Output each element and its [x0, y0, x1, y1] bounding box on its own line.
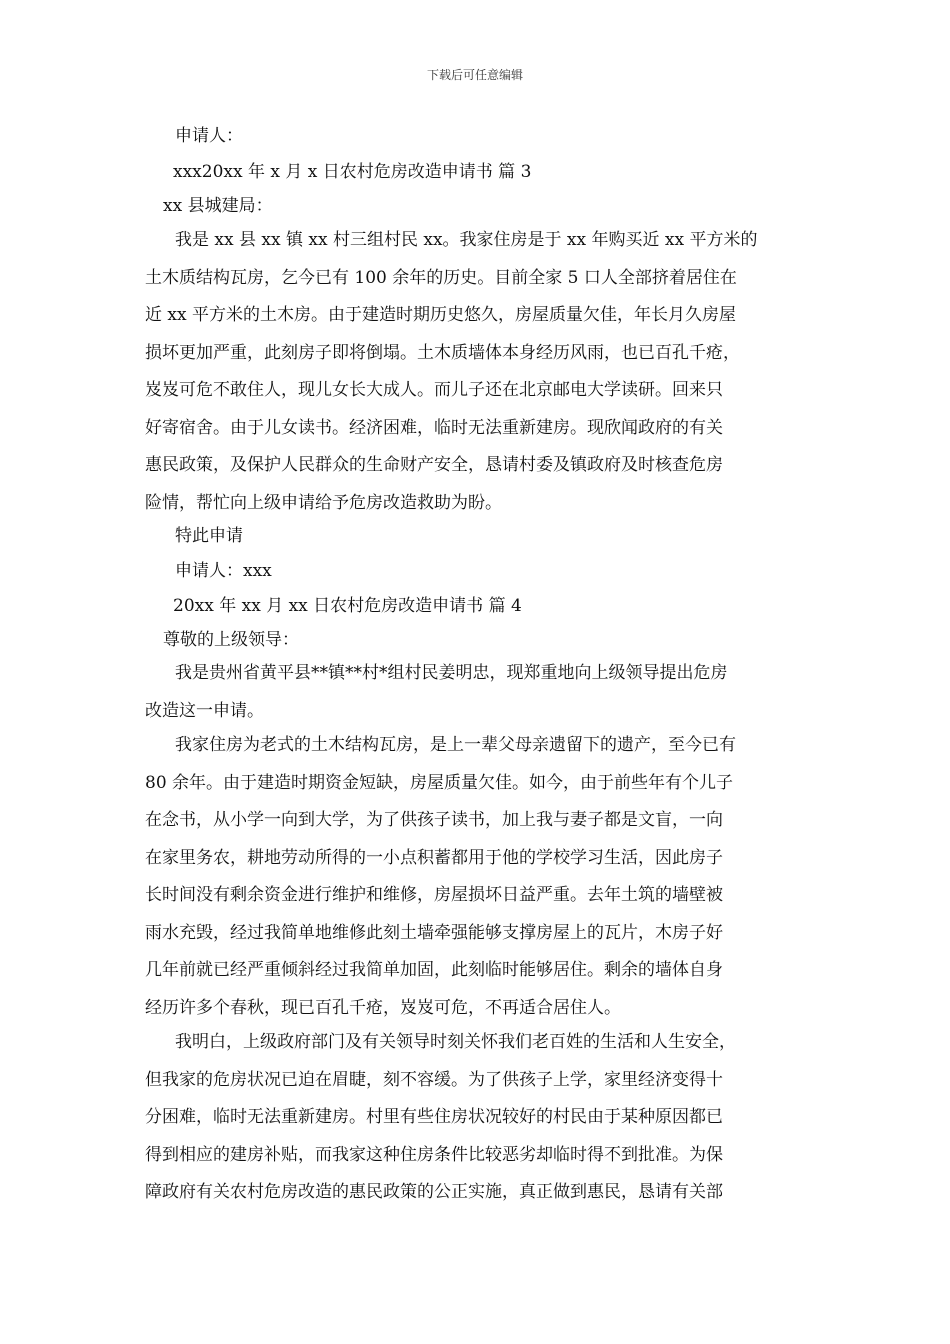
text-line: 我明白，上级政府部门及有关领导时刻关怀我们老百姓的生活和人生安全， [175, 1032, 736, 1052]
body-paragraph [145, 1024, 807, 1212]
salutation: xx 县城建局： [163, 196, 273, 216]
text-line: 障政府有关农村危房改造的惠民政策的公正实施，真正做到惠民，恳请有关部 [145, 1182, 723, 1202]
text-line: 近 xx 平方米的土木房。由于建造时期历史悠久，房屋质量欠佳，年长月久房屋 [145, 305, 736, 325]
text-line: 损坏更加严重，此刻房子即将倒塌。土木质墙体本身经历风雨，也已百孔千疮， [145, 342, 740, 363]
text-line: 雨水充毁，经过我简单地维修此刻土墙牵强能够支撑房屋上的瓦片，木房子好 [145, 922, 723, 943]
text-line: 但我家的危房状况已迫在眉睫，刻不容缓。为了供孩子上学，家里经济变得十 [145, 1069, 723, 1090]
text-line: 长时间没有剩余资金进行维护和维修，房屋损坏日益严重。去年土筑的墙壁被 [145, 885, 723, 905]
signature-label: 申请人： [175, 126, 243, 146]
text-line: 改造这一申请。 [145, 700, 264, 721]
text-line: 在家里务农，耕地劳动所得的一小点积蓄都用于他的学校学习生活，因此房子 [145, 847, 723, 868]
body-paragraph [145, 222, 807, 522]
section-title: xxx20xx 年 x 月 x 日农村危房改造申请书 篇 3 [173, 162, 532, 182]
page-header-note: 下载后可任意编辑 [426, 68, 523, 82]
text-line: 我家住房为老式的土木结构瓦房，是上一辈父母亲遗留下的遗产，至今已有 [175, 735, 736, 755]
text-line: 我是贵州省黄平县**镇**村*组村民姜明忠，现郑重地向上级领导提出危房 [175, 663, 728, 683]
closing-phrase: 特此申请 [175, 526, 243, 546]
text-line: 经历许多个春秋，现已百孔千疮，岌岌可危，不再适合居住人。 [145, 997, 621, 1018]
text-line: 在念书，从小学一向到大学，为了供孩子读书，加上我与妻子都是文盲，一向 [145, 810, 723, 830]
text-line: 我是 xx 县 xx 镇 xx 村三组村民 xx。我家住房是于 xx 年购买近 xx 平方米的 [175, 230, 758, 250]
signature: 申请人：xxx [175, 561, 272, 581]
body-paragraph [145, 727, 807, 1027]
text-line: 好寄宿舍。由于儿女读书。经济困难，临时无法重新建房。现欣闻政府的有关 [145, 417, 723, 438]
text-line: 得到相应的建房补贴，而我家这种住房条件比较恶劣却临时得不到批准。为保 [145, 1144, 723, 1165]
section-title: 20xx 年 xx 月 xx 日农村危房改造申请书 篇 4 [173, 596, 522, 616]
text-line: 80 余年。由于建造时期资金短缺，房屋质量欠佳。如今，由于前些年有个儿子 [145, 772, 734, 793]
salutation: 尊敬的上级领导： [163, 630, 299, 650]
text-line: 惠民政策，及保护人民群众的生命财产安全，恳请村委及镇政府及时核查危房 [145, 455, 723, 475]
text-line: 岌岌可危不敢住人，现儿女长大成人。而儿子还在北京邮电大学读研。回来只 [145, 380, 723, 400]
text-line: 分困难，临时无法重新建房。村里有些住房状况较好的村民由于某种原因都已 [145, 1107, 723, 1127]
text-line: 险情，帮忙向上级申请给予危房改造救助为盼。 [145, 492, 502, 513]
body-paragraph [145, 655, 807, 730]
text-line: 土木质结构瓦房，乞今已有 100 余年的历史。目前全家 5 口人全部挤着居住在 [145, 267, 737, 288]
text-line: 几年前就已经严重倾斜经过我简单加固，此刻临时能够居住。剩余的墙体自身 [145, 960, 723, 980]
